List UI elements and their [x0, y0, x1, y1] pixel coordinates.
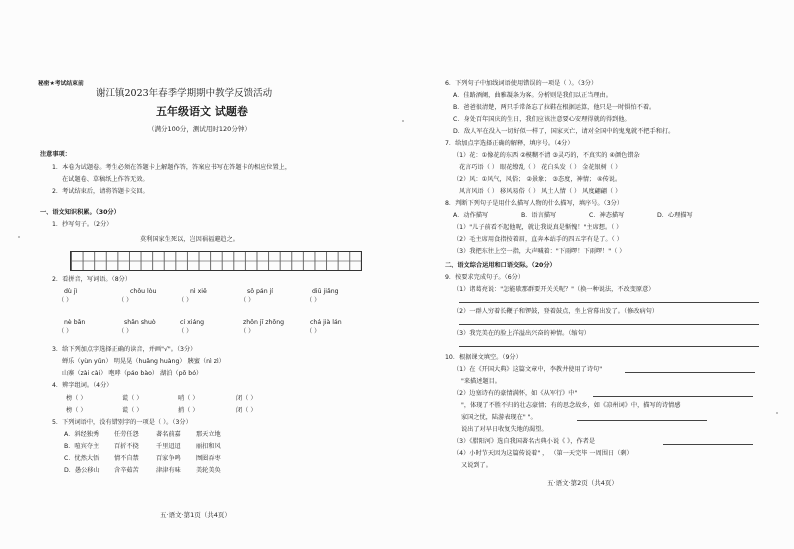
answer-line[interactable]	[625, 372, 755, 373]
q9-item-3: （3）我完美在的脸上洋溢出兴奋的神情。（缩句）	[453, 330, 590, 337]
q3-row-1: 蝉乐（yùn yǔn） 明晃晃（huǎng huàng） 胰蜜（nì zì）	[62, 358, 225, 365]
q5-option: A．斜经独秀	[64, 431, 100, 438]
score-info: （满分100分，测试用时120分钟）	[148, 125, 251, 133]
answer-blank[interactable]: （ ）	[118, 297, 133, 304]
q10-item-2b: "，体现了不胜不归的壮志豪情；有的思念故乡，如《凉州词》中，描写的诗情感	[461, 402, 681, 409]
confidential-mark: 秘密★考试结束前	[38, 81, 84, 87]
answer-blank[interactable]: （ ）	[58, 297, 73, 304]
q3-row-2: 山寨（zài cài） 咆哮（páo bào） 湖泊（pō bó）	[62, 370, 203, 377]
pinyin-5: diū jiǎng	[312, 288, 339, 295]
q4-item: 闭（ ）	[236, 395, 257, 402]
q9-item-1: （1）诸葛亮说："怎能歇那群要开关关呢？"（换一种说法，不改变原意）	[453, 286, 655, 293]
answer-line[interactable]	[577, 420, 707, 421]
pinyin-9: zhōn jī zhōng	[243, 319, 285, 326]
pinyin-10: chá jià lán	[310, 319, 342, 326]
question-6: 6．下列句子中加线词语使用错误的一项是（ ）。（3分）	[445, 80, 598, 87]
notice-1a: 1．本卷为试题卷。考生必须在答题卡上解题作答，答案应书写在答题卡的相应位置上，	[52, 164, 292, 171]
q5-option: 津津有味	[156, 467, 181, 474]
pinyin-6: nè bǎn	[64, 319, 86, 326]
question-3: 3．给下列加点字选择正确的读音，并画"√"。（3分）	[52, 346, 197, 353]
scan-speck	[776, 412, 778, 414]
q7-part-1-items: 花言巧语（ ） 眼花缭乱（ ） 花白头发（ ） 金花银树（ ）	[459, 164, 622, 171]
question-1: 1．抄写句子。（2分）	[52, 221, 113, 228]
q5-option: B．喧宾夺主	[64, 443, 100, 450]
answer-blank[interactable]: （ ）	[240, 297, 255, 304]
q10-item-4b: 又说到了。	[461, 462, 492, 469]
notice-1b: 在试题卷、草稿纸上作答无效。	[62, 176, 149, 183]
answer-blank[interactable]: （ ）	[178, 328, 193, 335]
notice-heading: 注意事项：	[40, 151, 71, 158]
q5-option: 百折不挠	[114, 443, 139, 450]
section-2-heading: 二、语文综合运用和口语交际。（20分）	[445, 262, 556, 269]
exam-subtitle: 五年级语文 试题卷	[156, 105, 248, 118]
question-5: 5．下列词语中，没有错别字的一项是（ ）。（3分）	[52, 419, 192, 426]
q6-option-d: D．敌人军在没入一切好似一样了，国家灭亡，请对全国中的鬼鬼就不把手和打。	[453, 128, 675, 135]
answer-blank[interactable]: （ ）	[306, 297, 321, 304]
q5-option: 著名前嘉	[156, 431, 181, 438]
answer-blank[interactable]: （ ）	[58, 328, 73, 335]
q8-item-1: （1）"儿子前看不起他呢，就让我说真是惭愧！"主席想。（ ）	[453, 224, 623, 231]
q5-option: 情不自禁	[114, 455, 139, 462]
q10-item-2: （2）边塞诗有的豪情满怀，如《从军行》中"	[453, 390, 578, 397]
page-footer: 五·语文·第1页（共4页）	[160, 511, 231, 519]
q5-option: 百家争鸣	[156, 455, 181, 462]
q4-item: 捎（ ）	[178, 407, 199, 414]
q4-item: 哨（ ）	[178, 395, 199, 402]
q10-item-1-end: "来描述题目。	[461, 378, 501, 385]
q5-option: 丽扣和风	[196, 443, 221, 450]
answer-blank[interactable]: （ ）	[118, 328, 133, 335]
q5-option: 那天立地	[196, 431, 221, 438]
q10-item-3: （3）《腊阳河》选自我国著名古典小说《 》，作者是	[453, 438, 596, 445]
pinyin-2: chǒu lòu	[130, 288, 157, 295]
q5-option: 囫囵吞枣	[196, 455, 221, 462]
q5-option: C．忧然大悟	[64, 455, 100, 462]
notice-2: 2．考试结束后，请将答题卡交回。	[52, 188, 149, 195]
q4-item: 谎（ ）	[122, 407, 143, 414]
q7-part-1: （1）花：①像花的东西 ②模糊不清 ③灵巧的，不真实的 ④颜色错杂	[453, 152, 640, 159]
q4-item: 闭（ ）	[236, 407, 257, 414]
exam-title: 谢江镇2023年春季学期期中教学反馈活动	[96, 88, 273, 99]
question-2: 2．看拼音，写词语。（8分）	[52, 276, 132, 283]
copy-sentence: 莫利国家生死以，岂因祸福避趋之。	[140, 236, 239, 243]
q6-option-a: A．佳路酒阑，曲雅凝条为客。分析则是我们以正当理由。	[453, 92, 612, 99]
exam-page-2	[397, 0, 794, 549]
pinyin-8: cí xiáng	[180, 319, 205, 326]
q7-part-2: （2）风：①风气，风俗； ②景象； ③态度，神情； ④传说。	[453, 176, 622, 183]
q5-option: 千里迢迢	[156, 443, 181, 450]
q8-option: C．神态描写	[589, 212, 625, 219]
q5-option: 任劳任怨	[114, 431, 139, 438]
q8-option: B．语言描写	[521, 212, 557, 219]
q7-part-2-items: 风言风语（ ） 移风易俗（ ） 风土人情（ ） 风度翩翩（ ）	[459, 188, 622, 195]
pinyin-1: dù jì	[64, 288, 78, 295]
scan-speck	[402, 120, 404, 122]
page-footer: 五·语文·第2页（共4页）	[547, 479, 618, 487]
question-9: 9．按要求完成句子。（6分）	[445, 274, 525, 281]
q4-item: 谎（ ）	[122, 395, 143, 402]
q8-item-3: （3）我把东往上空一指，大声喊着："下雨啰！下雨啰！"（ ）	[453, 248, 626, 255]
section-1-heading: 一、语文知识积累。（30分）	[40, 209, 120, 216]
q10-item-2d: 说出了对早日收复失地的渴望。	[461, 426, 548, 433]
q5-option: 含辛茹苦	[114, 467, 139, 474]
answer-blank[interactable]: （ ）	[178, 297, 193, 304]
q10-item-1: （1）在《开国大典》这篇文章中，李教井使用了诗句"	[453, 366, 603, 373]
q10-item-2c: 家国之忧，陆游表现在" "。	[461, 414, 537, 421]
pinyin-7: shǎn shuò	[124, 319, 156, 326]
q9-item-2: （2）一群人穷着长鞭子和锣鼓，登着鼓点，坐上营幕出发了。（修改病句）	[453, 308, 659, 315]
scan-speck	[18, 236, 20, 238]
q4-item: 榜（ ）	[66, 407, 87, 414]
q6-option-c: C．身处百年国庆的生日，我们应该注意要心安理得就的得到他。	[453, 116, 631, 123]
answer-blank[interactable]: （ ）	[240, 328, 255, 335]
answer-line[interactable]	[663, 444, 753, 445]
q8-option: D．心理描写	[657, 212, 693, 219]
question-4: 4．辨字组词。（4分）	[52, 382, 113, 389]
q8-item-2: （2）毛主席用食指按着眉，直奔本站手的四五字有是了。（ ）	[453, 236, 623, 243]
answer-line[interactable]	[593, 396, 753, 397]
q8-option: A．动作描写	[453, 212, 489, 219]
q4-item: 榜（ ）	[66, 395, 87, 402]
writing-grid[interactable]	[70, 251, 362, 271]
q10-item-4: （4）小时节天因为这篇传说着" ， （第一天完毕 一周围日（剩）	[453, 450, 633, 457]
q5-option: D．愚公移山	[64, 467, 100, 474]
q5-option: 美轮美奂	[196, 467, 221, 474]
answer-line[interactable]	[459, 302, 759, 303]
question-7: 7．给加点字选择正确的解释，填序号。（4分）	[445, 140, 574, 147]
pinyin-4: sǒ pán jí	[247, 288, 274, 295]
answer-blank[interactable]: （ ）	[306, 328, 321, 335]
answer-line[interactable]	[459, 324, 759, 325]
question-10: 10．根据课文填空。（9分）	[445, 354, 522, 361]
pinyin-3: nì xiě	[190, 288, 207, 295]
answer-line[interactable]	[459, 346, 759, 347]
question-8: 8．判断下列句子是用什么描写人物的什么描写，填序号。（3分）	[445, 200, 624, 207]
q6-option-b: B．爸爸很清楚，两只手常备忘了拉鞋在根据运算，他只是一时惧怕不着。	[453, 104, 656, 111]
